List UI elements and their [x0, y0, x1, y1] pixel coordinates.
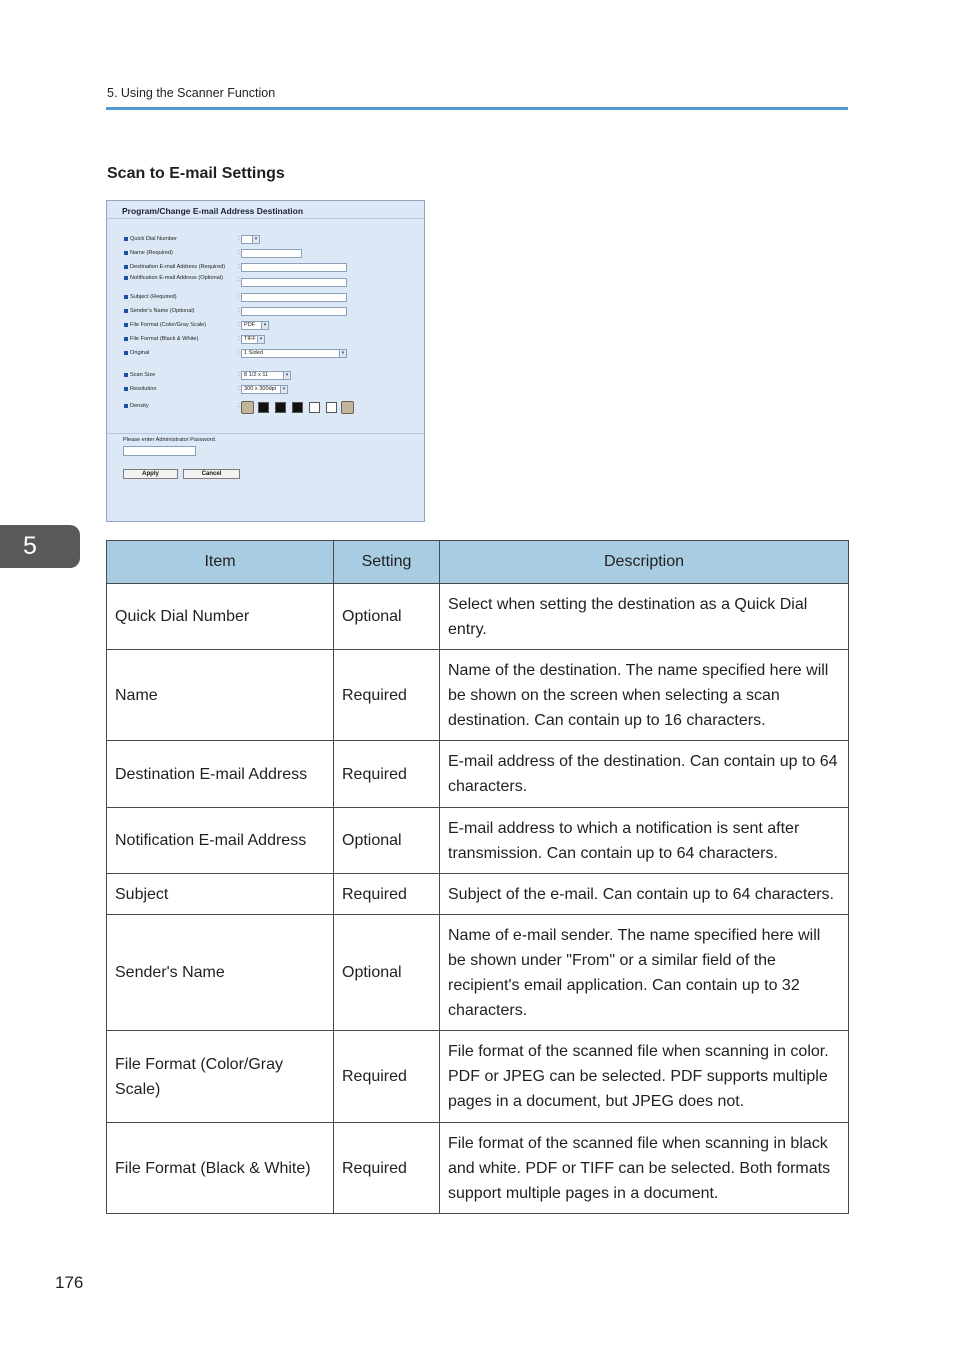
chevron-down-icon: ▾ — [283, 372, 290, 379]
field-label-original: Original — [124, 350, 149, 360]
density-darker-button[interactable] — [341, 401, 354, 414]
description-cell: File format of the scanned file when scanning in black and white. PDF or TIFF can be selected. Both formats support multiple pages in a document. — [440, 1123, 849, 1214]
field-label-notification-email: Notification E-mail Address (Optional) — [124, 275, 223, 285]
item-cell: File Format (Color/Gray Scale) — [107, 1031, 334, 1123]
table-row — [107, 808, 849, 874]
field-label-quick-dial: Quick Dial Number — [124, 236, 177, 246]
chevron-down-icon: ▾ — [280, 386, 287, 393]
screenshot-title-rule — [107, 218, 424, 219]
chevron-down-icon: ▾ — [339, 350, 346, 357]
apply-button[interactable]: Apply — [123, 469, 178, 479]
resolution-select[interactable]: 300 x 300dpi ▾ — [241, 385, 288, 394]
scan-size-select[interactable]: 8 1/2 x 11 ▾ — [241, 371, 291, 380]
chevron-down-icon: ▾ — [252, 236, 259, 243]
table-row — [107, 1123, 849, 1214]
destination-email-input[interactable] — [241, 263, 347, 272]
original-select[interactable]: 1 Sided ▾ — [241, 349, 347, 358]
table-row — [107, 650, 849, 741]
description-cell: Subject of the e-mail. Can contain up to 64 characters. — [440, 874, 849, 915]
setting-cell: Optional — [334, 584, 440, 650]
column-header-description: Description — [440, 541, 849, 584]
field-label-sender-name: Sender's Name (Optional) — [124, 308, 195, 318]
settings-screenshot: Program/Change E-mail Address Destination Quick Dial Number : ▾ Name (Required) : Destination E-mail Address (Required) : Notification E-mail Address (Optional) : Subject (Required) : Sender's Name (Optional) : File Format (Color/Gray Scale) : PDF ▾ File Format (Black & White) : TIFF ▾ Original : 1 Sided ▾ Scan Size : 8 1/2 x 11 ▾ Resolution : 300 x 300dpi ▾ Density : Please enter Administrator Password. Apply Cancel — [106, 200, 425, 522]
field-label-file-format-bw: File Format (Black & White) — [124, 336, 198, 346]
density-level[interactable] — [309, 402, 320, 413]
item-cell: Sender's Name — [107, 915, 334, 1031]
password-prompt: Please enter Administrator Password. — [123, 437, 217, 443]
description-cell: E-mail address to which a notification is sent after transmission. Can contain up to 64 characters. — [440, 808, 849, 874]
admin-password-input[interactable] — [123, 446, 196, 456]
field-label-name: Name (Required) — [124, 250, 173, 260]
density-level[interactable] — [275, 402, 286, 413]
field-label-file-format-color: File Format (Color/Gray Scale) — [124, 322, 206, 332]
density-level[interactable] — [326, 402, 337, 413]
subject-input[interactable] — [241, 293, 347, 302]
sender-name-input[interactable] — [241, 307, 347, 316]
header-rule — [106, 107, 848, 110]
item-cell: Name — [107, 650, 334, 741]
description-cell: File format of the scanned file when scanning in color. PDF or JPEG can be selected. PDF supports multiple pages in a document, but JPEG does not. — [440, 1031, 849, 1123]
field-label-scan-size: Scan Size — [124, 372, 155, 382]
item-cell: Notification E-mail Address — [107, 808, 334, 874]
field-label-subject: Subject (Required) — [124, 294, 177, 304]
item-cell: Destination E-mail Address — [107, 741, 334, 808]
chapter-tab: 5 — [0, 525, 80, 568]
density-lighter-button[interactable] — [241, 401, 254, 414]
screenshot-separator — [107, 433, 424, 434]
field-label-destination-email: Destination E-mail Address (Required) — [124, 264, 225, 274]
setting-cell: Required — [334, 1031, 440, 1123]
item-cell: Subject — [107, 874, 334, 915]
setting-cell: Optional — [334, 808, 440, 874]
table-row — [107, 741, 849, 808]
notification-email-input[interactable] — [241, 278, 347, 287]
section-title: Scan to E-mail Settings — [107, 165, 285, 182]
item-cell: File Format (Black & White) — [107, 1123, 334, 1214]
setting-cell: Optional — [334, 915, 440, 1031]
setting-cell: Required — [334, 650, 440, 741]
item-cell: Quick Dial Number — [107, 584, 334, 650]
setting-cell: Required — [334, 741, 440, 808]
setting-cell: Required — [334, 874, 440, 915]
file-format-bw-select[interactable]: TIFF ▾ — [241, 335, 265, 344]
chevron-down-icon: ▾ — [257, 336, 264, 343]
density-level[interactable] — [292, 402, 303, 413]
settings-table — [106, 540, 849, 1214]
page-number: 176 — [55, 1273, 84, 1292]
field-label-resolution: Resolution — [124, 386, 156, 396]
setting-cell: Required — [334, 1123, 440, 1214]
table-row — [107, 1031, 849, 1123]
running-head: 5. Using the Scanner Function — [107, 86, 276, 100]
description-cell: E-mail address of the destination. Can contain up to 64 characters. — [440, 741, 849, 808]
column-header-setting: Setting — [334, 541, 440, 584]
column-header-item: Item — [107, 541, 334, 584]
description-cell: Select when setting the destination as a Quick Dial entry. — [440, 584, 849, 650]
name-input[interactable] — [241, 249, 302, 258]
screenshot-title: Program/Change E-mail Address Destination — [122, 206, 304, 216]
file-format-color-select[interactable]: PDF ▾ — [241, 321, 269, 330]
quick-dial-select[interactable] — [241, 235, 260, 244]
density-level[interactable] — [258, 402, 269, 413]
table-row — [107, 584, 849, 650]
table-row — [107, 874, 849, 915]
table-header-row — [107, 541, 849, 584]
chevron-down-icon: ▾ — [261, 322, 268, 329]
description-cell: Name of the destination. The name specified here will be shown on the screen when selecting a scan destination. Can contain up to 16 characters. — [440, 650, 849, 741]
table-row — [107, 915, 849, 1031]
description-cell: Name of e-mail sender. The name specified here will be shown under "From" or a similar field of the recipient's email application. Can contain up to 32 characters. — [440, 915, 849, 1031]
cancel-button[interactable]: Cancel — [183, 469, 240, 479]
field-label-density: Density — [124, 403, 149, 413]
